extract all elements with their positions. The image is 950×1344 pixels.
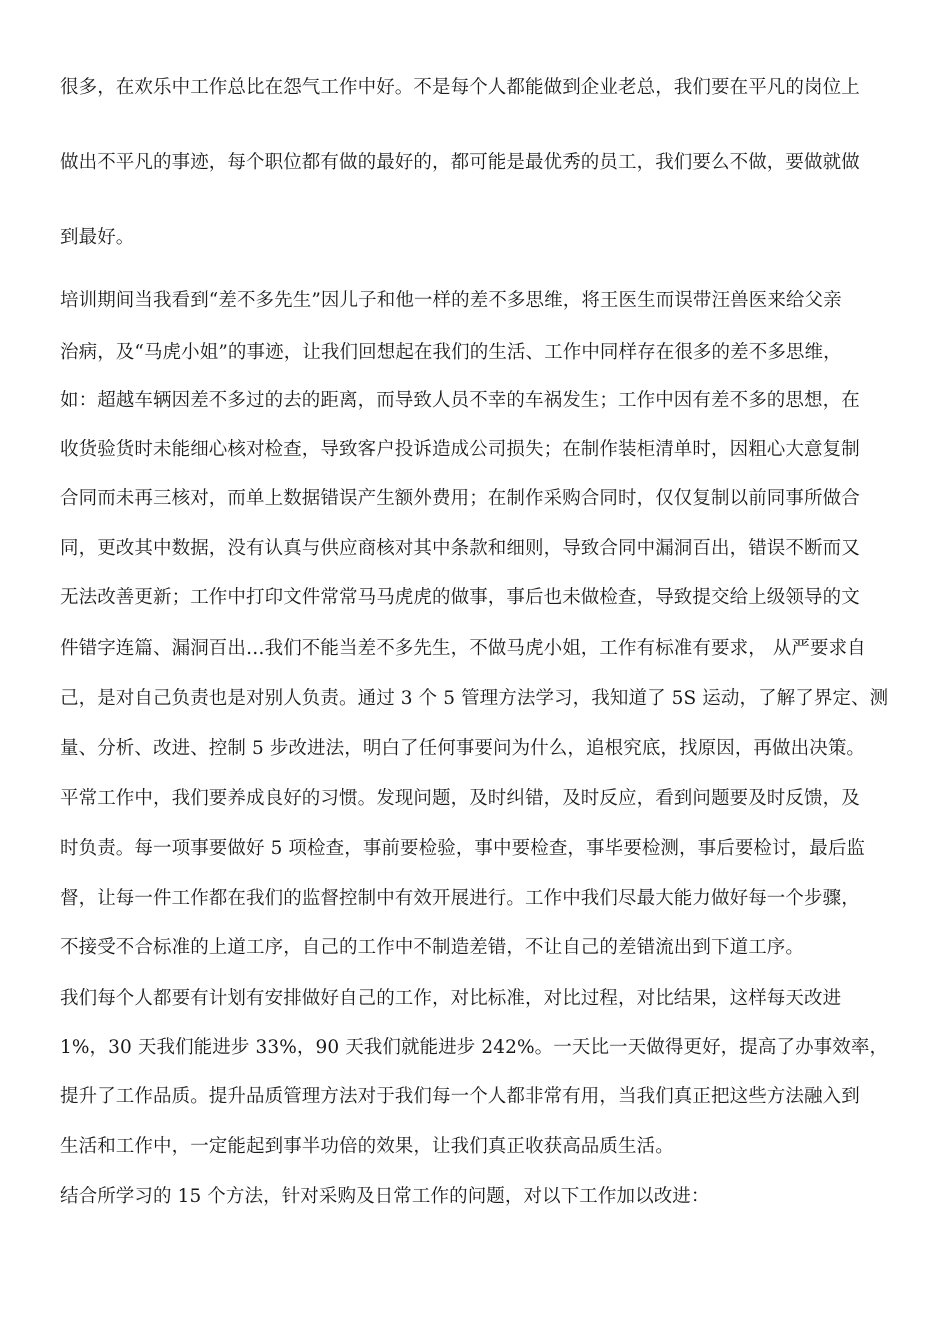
text-line: 督，让每一件工作都在我们的监督控制中有效开展进行。工作中我们尽最大能力做好每一个步骤， xyxy=(60,888,860,909)
text-line: 生活和工作中，一定能起到事半功倍的效果，让我们真正收获高品质生活。 xyxy=(60,1136,674,1157)
text-line: 平常工作中，我们要养成良好的习惯。发现问题，及时纠错，及时反应，看到问题要及时反馈，及 xyxy=(60,788,860,809)
text-line: 量、分析、改进、控制 5 步改进法，明白了任何事要问为什么，追根究底，找原因，再做出决策。 xyxy=(60,738,866,759)
text-line: 培训期间当我看到“差不多先生”因儿子和他一样的差不多思维，将王医生而误带汪兽医来给父亲 xyxy=(60,290,842,311)
text-line: 1%，30 天我们能进步 33%，90 天我们就能进步 242%。一天比一天做得更好，提高了办事效率， xyxy=(60,1037,889,1058)
text-line: 很多，在欢乐中工作总比在怨气工作中好。不是每个人都能做到企业老总，我们要在平凡的岗位上 xyxy=(60,77,860,98)
text-line: 收货验货时未能细心核对检查，导致客户投诉造成公司损失；在制作装柜清单时，因粗心大意复制 xyxy=(60,439,860,460)
text-line: 不接受不合标准的上道工序，自己的工作中不制造差错，不让自己的差错流出到下道工序。 xyxy=(60,937,805,958)
text-line: 到最好。 xyxy=(60,227,135,248)
text-line: 我们每个人都要有计划有安排做好自己的工作，对比标准，对比过程，对比结果，这样每天改进 xyxy=(60,988,842,1009)
text-line: 无法改善更新；工作中打印文件常常马马虎虎的做事，事后也未做检查，导致提交给上级领导的文 xyxy=(60,587,860,608)
text-line: 提升了工作品质。提升品质管理方法对于我们每一个人都非常有用，当我们真正把这些方法融入到 xyxy=(60,1086,860,1107)
text-line: 件错字连篇、漏洞百出…我们不能当差不多先生，不做马虎小姐，工作有标准有要求， 从严要求自 xyxy=(60,638,866,659)
text-line: 同，更改其中数据，没有认真与供应商核对其中条款和细则，导致合同中漏洞百出，错误不断而又 xyxy=(60,538,860,559)
text-line: 结合所学习的 15 个方法，针对采购及日常工作的问题，对以下工作加以改进： xyxy=(60,1186,710,1207)
text-line: 合同而未再三核对，而单上数据错误产生额外费用；在制作采购合同时，仅仅复制以前同事所做合 xyxy=(60,488,860,509)
text-line: 治病，及“马虎小姐”的事迹，让我们回想起在我们的生活、工作中同样存在很多的差不多思维， xyxy=(60,342,842,363)
text-line: 时负责。每一项事要做好 5 项检查，事前要检验，事中要检查，事毕要检测，事后要检讨，最后监 xyxy=(60,838,866,859)
text-line: 己，是对自己负责也是对别人负责。通过 3 个 5 管理方法学习，我知道了 5S 运动，了解了界定、测 xyxy=(60,688,889,709)
text-line: 做出不平凡的事迹，每个职位都有做的最好的，都可能是最优秀的员工，我们要么不做，要做就做 xyxy=(60,152,860,173)
text-line: 如：超越车辆因差不多过的去的距离，而导致人员不幸的车祸发生；工作中因有差不多的思想，在 xyxy=(60,390,860,411)
